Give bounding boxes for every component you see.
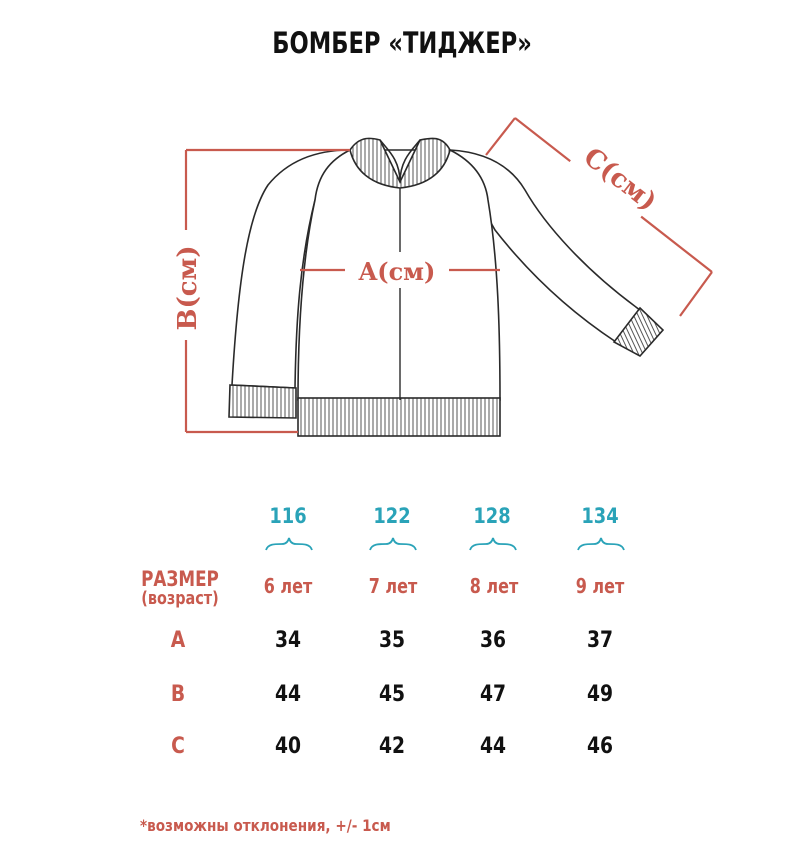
table-cell: 40 xyxy=(274,734,302,759)
table-cell: 47 xyxy=(479,682,507,707)
age-cell: 9 лет xyxy=(575,574,625,598)
page-title: БОМБЕР «ТИДЖЕР» xyxy=(272,26,532,60)
age-cell: 6 лет xyxy=(263,574,313,598)
brace-icon xyxy=(576,536,626,556)
brace-icon xyxy=(468,536,518,556)
table-cell: 45 xyxy=(378,682,406,707)
table-cell: 42 xyxy=(378,734,406,759)
age-cell: 7 лет xyxy=(368,574,418,598)
table-cell: 34 xyxy=(274,628,302,653)
dimension-a-label: A(см) xyxy=(358,257,436,286)
table-cell: 49 xyxy=(586,682,614,707)
size-label: РАЗМЕР xyxy=(141,567,219,591)
age-label: (возраст) xyxy=(141,588,219,609)
dimension-c-label: C(см) xyxy=(577,142,663,218)
row-label-c: C xyxy=(171,734,185,759)
size-128: 128 xyxy=(473,504,511,528)
size-116: 116 xyxy=(269,504,307,528)
table-cell: 36 xyxy=(479,628,507,653)
row-label-b: B xyxy=(170,682,186,707)
table-cell: 44 xyxy=(274,682,302,707)
dimension-b-label: B(см) xyxy=(173,245,203,331)
deviation-note: *возможны отклонения, +/- 1см xyxy=(140,816,391,835)
age-cell: 8 лет xyxy=(469,574,519,598)
size-122: 122 xyxy=(373,504,411,528)
table-cell: 46 xyxy=(586,734,614,759)
brace-icon xyxy=(264,536,314,556)
table-cell: 44 xyxy=(479,734,507,759)
size-age-label xyxy=(132,568,228,608)
table-cell: 35 xyxy=(378,628,406,653)
table-cell: 37 xyxy=(586,628,614,653)
left-cuff xyxy=(229,385,296,418)
brace-icon xyxy=(368,536,418,556)
size-134: 134 xyxy=(581,504,619,528)
hem-rib xyxy=(298,398,500,436)
row-label-a: A xyxy=(170,628,186,653)
